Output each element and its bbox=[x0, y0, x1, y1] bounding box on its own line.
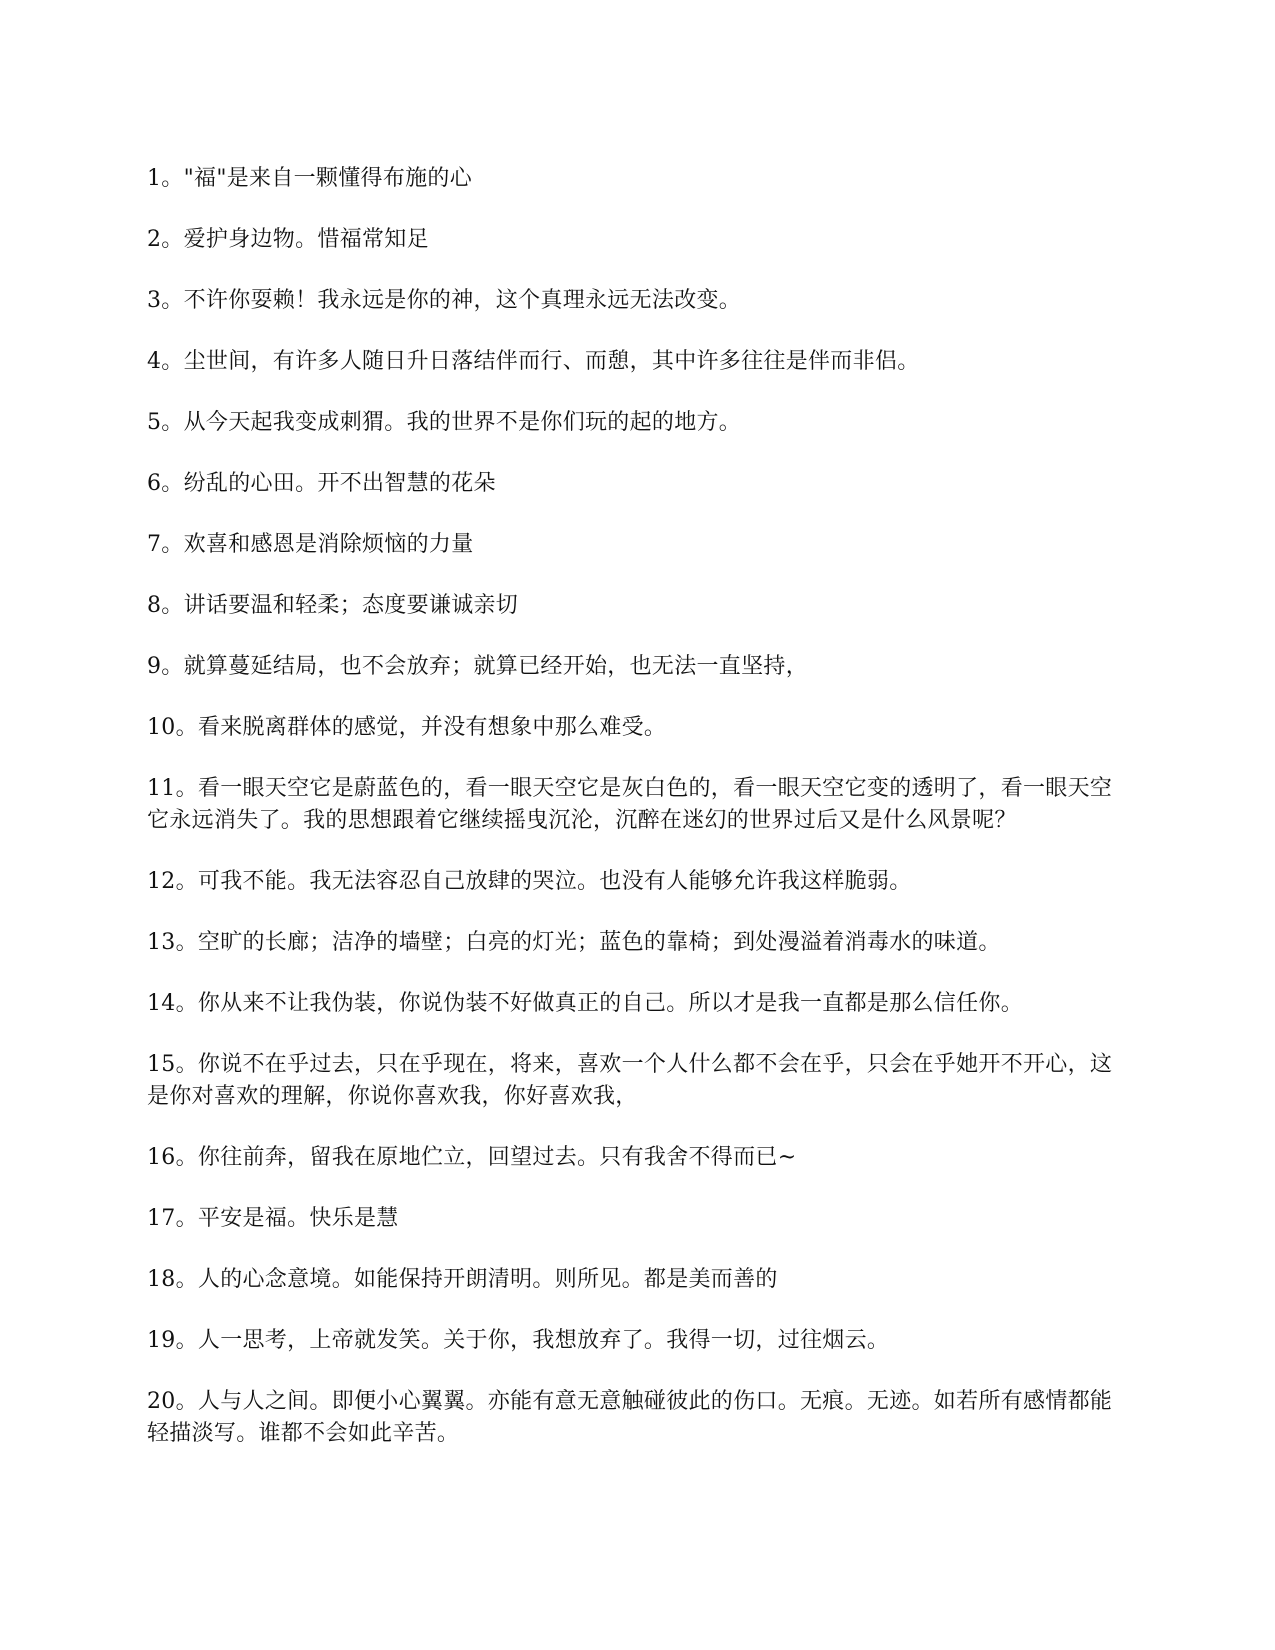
list-item: 16。你往前奔，留我在原地伫立，回望过去。只有我舍不得而已~ bbox=[147, 1145, 797, 1170]
list-item: 20。人与人之间。即便小心翼翼。亦能有意无意触碰彼此的伤口。无痕。无迹。如若所有感情都能轻描淡写。谁都不会如此辛苦。 bbox=[147, 1389, 1113, 1446]
list-item: 14。你从来不让我伪装，你说伪装不好做真正的自己。所以才是我一直都是那么信任你。 bbox=[147, 991, 1023, 1016]
list-item: 2。爱护身边物。惜福常知足 bbox=[147, 227, 429, 252]
list-item: 12。可我不能。我无法容忍自己放肆的哭泣。也没有人能够允许我这样脆弱。 bbox=[147, 869, 912, 894]
list-item: 11。看一眼天空它是蔚蓝色的，看一眼天空它是灰白色的，看一眼天空它变的透明了，看一眼天空它永远消失了。我的思想跟着它继续摇曳沉沦，沉醉在迷幻的世界过后又是什么风景呢？ bbox=[147, 776, 1113, 833]
list-item: 9。就算蔓延结局，也不会放弃；就算已经开始，也无法一直坚持， bbox=[147, 654, 808, 679]
list-item: 4。尘世间，有许多人随日升日落结伴而行、而憩，其中许多往往是伴而非侣。 bbox=[147, 349, 920, 374]
list-item: 19。人一思考，上帝就发笑。关于你，我想放弃了。我得一切，过往烟云。 bbox=[147, 1328, 890, 1353]
quote-list bbox=[147, 163, 1129, 1479]
list-item: 6。纷乱的心田。开不出智慧的花朵 bbox=[147, 471, 496, 496]
list-item: 18。人的心念意境。如能保持开朗清明。则所见。都是美而善的 bbox=[147, 1267, 778, 1292]
list-item: 10。看来脱离群体的感觉，并没有想象中那么难受。 bbox=[147, 715, 667, 740]
list-item: 8。讲话要温和轻柔；态度要谦诚亲切 bbox=[147, 593, 519, 618]
list-item: 7。欢喜和感恩是消除烦恼的力量 bbox=[147, 532, 474, 557]
list-item: 17。平安是福。快乐是慧 bbox=[147, 1206, 399, 1231]
list-item: 13。空旷的长廊；洁净的墙壁；白亮的灯光；蓝色的靠椅；到处漫溢着消毒水的味道。 bbox=[147, 930, 1001, 955]
list-item: 3。不许你耍赖！我永远是你的神，这个真理永远无法改变。 bbox=[147, 288, 742, 313]
list-item: 1。"福"是来自一颗懂得布施的心 bbox=[147, 166, 473, 191]
list-item: 5。从今天起我变成刺猬。我的世界不是你们玩的起的地方。 bbox=[147, 410, 742, 435]
list-item: 15。你说不在乎过去，只在乎现在，将来，喜欢一个人什么都不会在乎，只会在乎她开不开心，这是你对喜欢的理解，你说你喜欢我，你好喜欢我， bbox=[147, 1052, 1113, 1109]
